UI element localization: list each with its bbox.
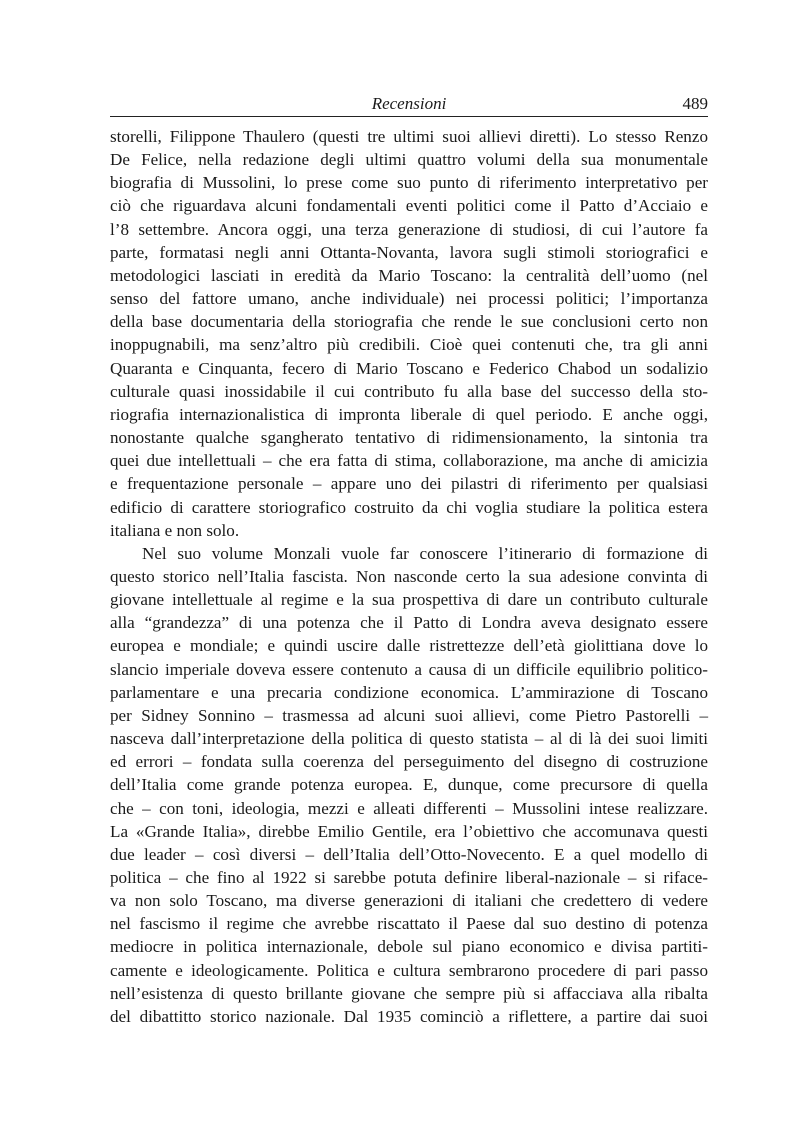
paragraph bbox=[110, 125, 708, 542]
running-header bbox=[110, 92, 708, 117]
text-line: storelli, Filippone Thaulero (questi tre ultimi suoi allievi diretti). Lo stesso Renzo bbox=[110, 127, 708, 146]
text-line: mediocre in politica internazionale, debole sul piano economico e divisa partiti- bbox=[110, 937, 708, 957]
text-line: che – con toni, ideologia, mezzi e alleati differenti – Mussolini intese realizzare. bbox=[110, 798, 708, 818]
paragraph bbox=[110, 542, 708, 1028]
text-line: edificio di carattere storiografico costruito da chi voglia studiare la politica estera bbox=[110, 497, 708, 517]
text-line: dell’Italia come grande potenza europea. E, dunque, come precursore di quella bbox=[110, 775, 708, 795]
text-line: parte, formatasi negli anni Ottanta-Novanta, lavora sugli stimoli storiografici e bbox=[110, 242, 708, 262]
text-line: l’8 settembre. Ancora oggi, una terza generazione di studiosi, di cui l’autore fa bbox=[110, 219, 708, 239]
text-line: e frequentazione personale – appare uno dei pilastri di riferimento per qualsiasi bbox=[110, 474, 708, 494]
text-line: nasceva dall’interpretazione della politica di questo statista – al di là dei suoi limiti bbox=[110, 729, 708, 749]
text-line: va non solo Toscano, ma diverse generazioni di italiani che credettero di vedere bbox=[110, 891, 708, 911]
text-line: giovane intellettuale al regime e la sua prospettiva di dare un contributo culturale bbox=[110, 590, 708, 610]
text-line: riografia internazionalistica di impronta liberale di quel periodo. E anche oggi, bbox=[110, 404, 708, 424]
text-line: politica – che fino al 1922 si sarebbe potuta definire liberal-nazionale – si riface- bbox=[110, 868, 708, 887]
text-line: camente e ideologicamente. Politica e cultura sembrarono procedere di pari passo bbox=[110, 960, 708, 980]
text-line: ed errori – fondata sulla coerenza del perseguimento del disegno di costruzione bbox=[110, 752, 708, 772]
text-line: La «Grande Italia», direbbe Emilio Gentile, era l’obiettivo che accomunava questi bbox=[110, 821, 708, 841]
text-line: quei due intellettuali – che era fatta di stima, collaborazione, ma anche di amicizia bbox=[110, 451, 708, 471]
text-line: slancio imperiale doveva essere contenuto a causa di un difficile equilibrio politico- bbox=[110, 659, 708, 679]
text-line: questo storico nell’Italia fascista. Non nasconde certo la sua adesione convinta di bbox=[110, 566, 708, 586]
text-line: due leader – così diversi – dell’Italia dell’Otto-Novecento. E a quel modello di bbox=[110, 844, 708, 864]
text-line: Nel suo volume Monzali vuole far conoscere l’itinerario di formazione di bbox=[142, 543, 708, 563]
text-line: alla “grandezza” di una potenza che il Patto di Londra aveva designato essere bbox=[110, 613, 708, 633]
text-line: parlamentare e una precaria condizione economica. L’ammirazione di Toscano bbox=[110, 682, 708, 702]
text-line: nonostante qualche sgangherato tentativo di ridimensionamento, la sintonia tra bbox=[110, 428, 708, 448]
text-line: ciò che riguardava alcuni fondamentali eventi politici come il Patto d’Acciaio e bbox=[110, 196, 708, 216]
text-line: De Felice, nella redazione degli ultimi quattro volumi della sua monumentale bbox=[110, 150, 708, 170]
text-line: biografia di Mussolini, lo prese come suo punto di riferimento interpretativo per bbox=[110, 173, 708, 193]
text-line: italiana e non solo. bbox=[110, 520, 240, 540]
section-title: Recensioni bbox=[371, 94, 447, 113]
text-line: del dibattitto storico nazionale. Dal 1935 cominciò a riflettere, a partire dai suoi bbox=[110, 1006, 708, 1026]
text-line: della base documentaria della storiografia che rende le sue conclusioni certo non bbox=[110, 312, 708, 332]
page bbox=[110, 92, 708, 1028]
text-line: nell’esistenza di questo brillante giovane che sempre più si affacciava alla ribalta bbox=[110, 983, 708, 1003]
text-line: nel fascismo il regime che avrebbe riscattato il Paese dal suo destino di potenza bbox=[110, 914, 708, 934]
text-line: per Sidney Sonnino – trasmessa ad alcuni suoi allievi, come Pietro Pastorelli – bbox=[110, 705, 708, 725]
text-line: senso del fattore umano, anche individuale) nei processi politici; l’importanza bbox=[110, 289, 708, 309]
page-number: 489 bbox=[682, 94, 708, 113]
text-line: culturale quasi inossidabile il cui contributo fu alla base del successo della sto- bbox=[110, 381, 708, 401]
body-text bbox=[110, 125, 708, 1028]
text-line: europea e mondiale; e quindi uscire dalle ristrettezze dell’età giolittiana dove lo bbox=[110, 636, 708, 656]
text-line: metodologici lasciati in eredità da Mario Toscano: la centralità dell’uomo (nel bbox=[110, 265, 708, 285]
text-line: inoppugnabili, ma senz’altro più credibili. Cioè quei contenuti che, tra gli anni bbox=[110, 335, 708, 355]
text-line: Quaranta e Cinquanta, fecero di Mario Toscano e Federico Chabod un sodalizio bbox=[110, 358, 708, 378]
